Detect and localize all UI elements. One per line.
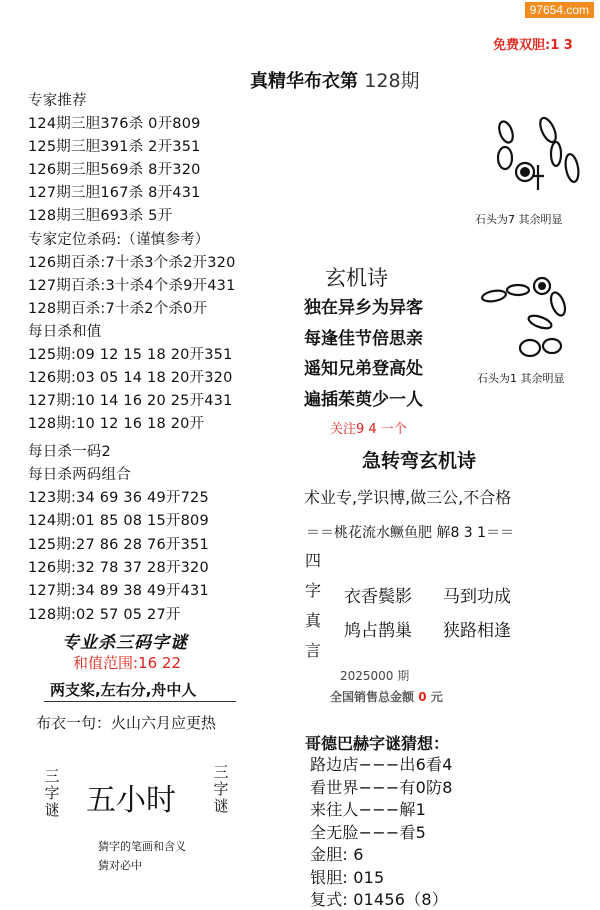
issue-number: 128期 bbox=[364, 70, 420, 92]
kill-two-line: 123期:34 69 36 49开725 bbox=[28, 490, 209, 506]
four-char-phrase-4: 狭路相逢 bbox=[443, 621, 511, 641]
riddle-heading: 专业杀三码字谜 bbox=[62, 633, 188, 653]
sum-line: 128期:10 12 16 18 20开 bbox=[28, 416, 205, 432]
goethe-title: 哥德巴赫字谜猜想： bbox=[305, 734, 450, 753]
site-watermark: 97654.com bbox=[525, 2, 594, 18]
national-sales-unit: 元 bbox=[430, 690, 443, 704]
issue-2025: 2025000 期 bbox=[340, 669, 410, 683]
four-char-phrase-2: 马到功成 bbox=[443, 587, 511, 607]
stone-caption-2: 石头为1 其余明显 bbox=[477, 372, 565, 385]
four-char-phrase-3: 鸠占鹊巢 bbox=[344, 621, 412, 641]
expert-line: 127期三胆167杀 8开431 bbox=[28, 185, 201, 201]
sum-line: 126期:03 05 14 18 20开320 bbox=[28, 370, 233, 386]
goethe-line: 路边店−−−出6看4 bbox=[310, 755, 453, 774]
national-sales-amount: 0 bbox=[418, 690, 427, 704]
kill-two-line: 124期:01 85 08 15开809 bbox=[28, 513, 209, 530]
goethe-line: 全无脸−−−看5 bbox=[310, 822, 426, 842]
sum-heading: 每日杀和值 bbox=[28, 324, 102, 340]
poem-line: 遥知兄弟登高处 bbox=[304, 359, 423, 379]
kill-one: 每日杀一码2 bbox=[28, 444, 111, 460]
expert-heading: 专家推荐 bbox=[28, 93, 87, 109]
position-line: 128期百杀:7十杀2个杀0开 bbox=[28, 301, 208, 317]
expert-line: 128期三胆693杀 5开 bbox=[28, 208, 173, 224]
goethe-line: 来往人−−−解1 bbox=[310, 800, 426, 819]
position-line: 126期百杀:7十杀3个杀2开320 bbox=[28, 255, 236, 271]
riddle-line: 两支桨,左右分,舟中人 bbox=[50, 681, 197, 699]
kill-two-line: 128期:02 57 05 27开 bbox=[28, 606, 181, 623]
expert-line: 126期三胆569杀 8开320 bbox=[28, 162, 201, 178]
poem-line: 独在异乡为异客 bbox=[304, 298, 423, 318]
turn-line: 术业专,学识博,做三公,不合格 bbox=[304, 488, 512, 507]
sum-line: 127期:10 14 16 20 25开431 bbox=[28, 393, 233, 409]
focus-line: 关注9 4 一个 bbox=[330, 422, 407, 437]
sum-line: 125期:09 12 15 18 20开351 bbox=[28, 347, 233, 363]
goethe-line: 银胆: 015 bbox=[310, 867, 385, 887]
riddle-divider bbox=[44, 701, 236, 702]
free-double-label: 免费双胆:1 3 bbox=[493, 38, 573, 53]
four-char-phrase-1: 衣香鬓影 bbox=[344, 587, 412, 607]
position-heading: 专家定位杀码:（谨慎参考） bbox=[28, 232, 210, 248]
kill-two-heading: 每日杀两码组合 bbox=[28, 467, 131, 483]
five-hours-riddle: 五小时 bbox=[86, 783, 176, 818]
poem-line: 遍插茱萸少一人 bbox=[304, 389, 423, 410]
chain-stone-illustration-1 bbox=[492, 110, 592, 205]
kill-two-line: 126期:32 78 37 28开320 bbox=[28, 559, 209, 576]
national-sales-label: 全国销售总金额 bbox=[330, 690, 415, 704]
goethe-line: 看世界−−−有0防8 bbox=[310, 777, 453, 797]
four-char-label: 四字真言 bbox=[304, 551, 321, 660]
sum-range: 和值范围:16 22 bbox=[73, 654, 181, 672]
three-char-left: 三字谜 bbox=[44, 767, 60, 819]
turn-title: 急转弯玄机诗 bbox=[362, 450, 477, 472]
chain-stone-illustration-2 bbox=[478, 272, 578, 362]
guess-note-1: 猜字的笔画和含义 bbox=[98, 840, 186, 853]
kill-two-line: 125期:27 86 28 76开351 bbox=[28, 536, 209, 553]
goethe-line: 复式: 01456（8） bbox=[310, 890, 448, 909]
poem-line: 每逢佳节倍思亲 bbox=[304, 328, 423, 349]
expert-line: 125期三胆391杀 2开351 bbox=[28, 139, 201, 155]
peach-line: ＝＝桃花流水鳜鱼肥 解8 3 1＝＝ bbox=[306, 525, 515, 541]
mystic-title: 玄机诗 bbox=[325, 266, 388, 290]
national-sales bbox=[330, 688, 443, 705]
goethe-line: 金胆: 6 bbox=[310, 845, 364, 864]
title-text: 真精华布衣第 bbox=[250, 71, 358, 92]
expert-line: 124期三胆376杀 0开809 bbox=[28, 116, 201, 132]
three-char-right: 三字谜 bbox=[213, 763, 229, 815]
buyi-sentence: 布衣一句：火山六月应更热 bbox=[36, 714, 217, 732]
stone-caption-1: 石头为7 其余明显 bbox=[475, 213, 563, 226]
position-line: 127期百杀:3十杀4个杀9开431 bbox=[28, 278, 236, 294]
page-title bbox=[250, 66, 420, 93]
kill-two-line: 127期:34 89 38 49开431 bbox=[28, 583, 209, 600]
guess-note-2: 猜对必中 bbox=[98, 859, 142, 872]
